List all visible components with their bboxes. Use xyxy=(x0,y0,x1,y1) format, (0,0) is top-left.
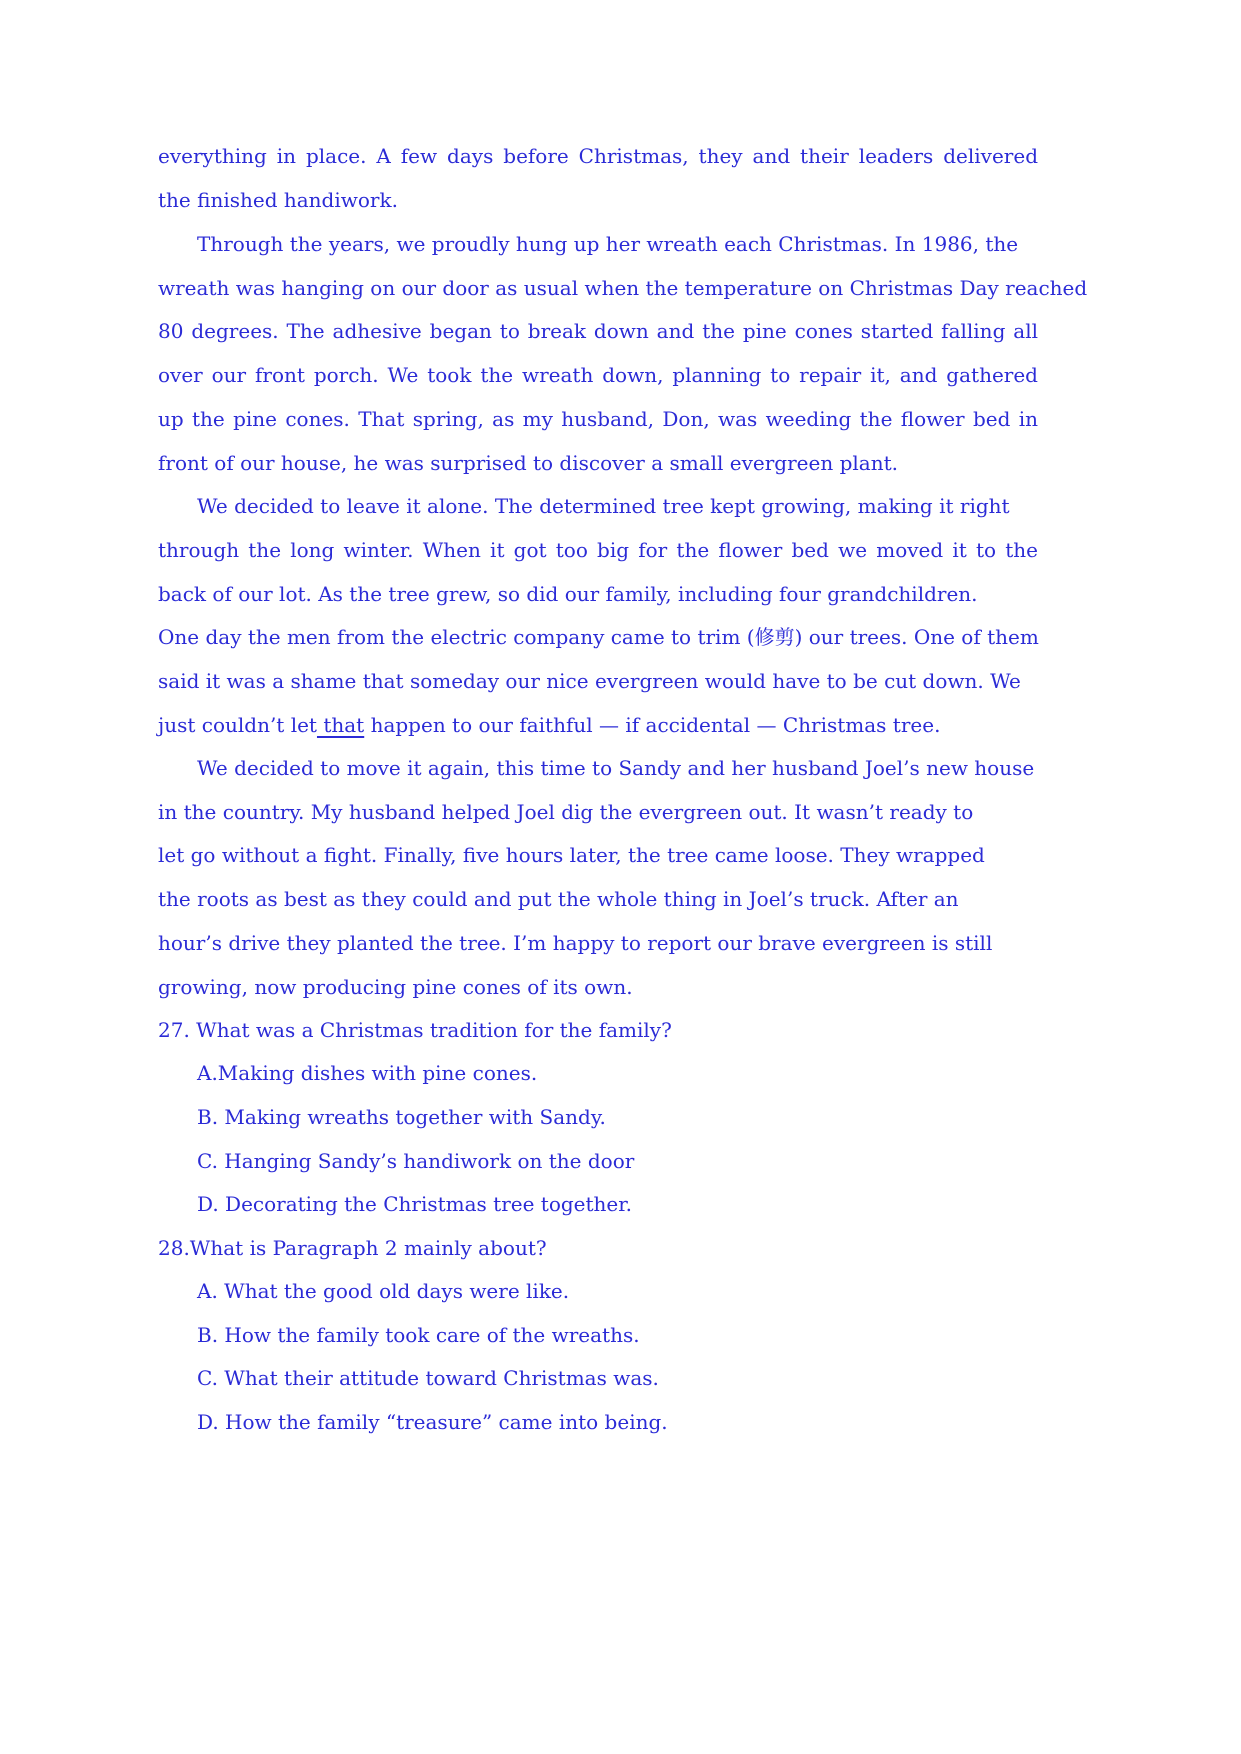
passage-line-18: the roots as best as they could and put the whole thing in Joel’s truck. After an xyxy=(158,887,959,911)
question-28-option-b: B. How the family took care of the wreaths. xyxy=(197,1323,640,1347)
question-28-option-d: D. How the family “treasure” came into being. xyxy=(197,1410,668,1434)
question-27-option-c: C. Hanging Sandy’s handiwork on the door xyxy=(197,1149,635,1173)
passage-line-2: the finished handiwork. xyxy=(158,188,398,212)
passage-line-6: over our front porch. We took the wreath down, planning to repair it, and gathered xyxy=(158,363,1038,387)
question-27-option-b: B. Making wreaths together with Sandy. xyxy=(197,1105,606,1129)
passage-line-9: We decided to leave it alone. The determined tree kept growing, making it right xyxy=(197,494,1010,518)
question-27-option-d: D. Decorating the Christmas tree together. xyxy=(197,1192,632,1216)
underlined-word-that: that xyxy=(316,713,365,737)
passage-line-13: said it was a shame that someday our nice evergreen would have to be cut down. We xyxy=(158,669,1021,693)
passage-line-7: up the pine cones. That spring, as my husband, Don, was weeding the flower bed in xyxy=(158,407,1038,431)
passage-line-20: growing, now producing pine cones of its own. xyxy=(158,975,633,999)
passage-line-14-start: just couldn’t let xyxy=(158,713,317,737)
passage-line-19: hour’s drive they planted the tree. I’m happy to report our brave evergreen is still xyxy=(158,931,993,955)
passage-line-12: One day the men from the electric company came to trim (修剪) our trees. One of them xyxy=(158,625,1039,649)
passage-line-15: We decided to move it again, this time to Sandy and her husband Joel’s new house xyxy=(197,756,1035,780)
question-28-option-c: C. What their attitude toward Christmas was. xyxy=(197,1366,659,1390)
passage-line-17: let go without a fight. Finally, five hours later, the tree came loose. They wrapped xyxy=(158,843,985,867)
passage-line-1: everything in place. A few days before Christmas, they and their leaders delivered xyxy=(158,144,1038,168)
question-27-stem: 27. What was a Christmas tradition for the family? xyxy=(158,1018,672,1042)
passage-line-10: through the long winter. When it got too big for the flower bed we moved it to the xyxy=(158,538,1038,562)
passage-line-11: back of our lot. As the tree grew, so did our family, including four grandchildren. xyxy=(158,582,978,606)
question-27-option-a: A.Making dishes with pine cones. xyxy=(197,1061,538,1085)
question-28-stem: 28.What is Paragraph 2 mainly about? xyxy=(158,1236,547,1260)
passage-line-14 xyxy=(158,712,940,738)
passage-line-14-end: happen to our faithful — if accidental — Christmas tree. xyxy=(364,713,941,737)
passage-line-16: in the country. My husband helped Joel dig the evergreen out. It wasn’t ready to xyxy=(158,800,974,824)
passage-line-8: front of our house, he was surprised to discover a small evergreen plant. xyxy=(158,451,898,475)
passage-line-5: 80 degrees. The adhesive began to break down and the pine cones started falling all xyxy=(158,319,1038,343)
passage-line-4: wreath was hanging on our door as usual when the temperature on Christmas Day reached xyxy=(158,276,1088,300)
question-28-option-a: A. What the good old days were like. xyxy=(197,1279,570,1303)
passage-line-3: Through the years, we proudly hung up her wreath each Christmas. In 1986, the xyxy=(197,232,1019,256)
